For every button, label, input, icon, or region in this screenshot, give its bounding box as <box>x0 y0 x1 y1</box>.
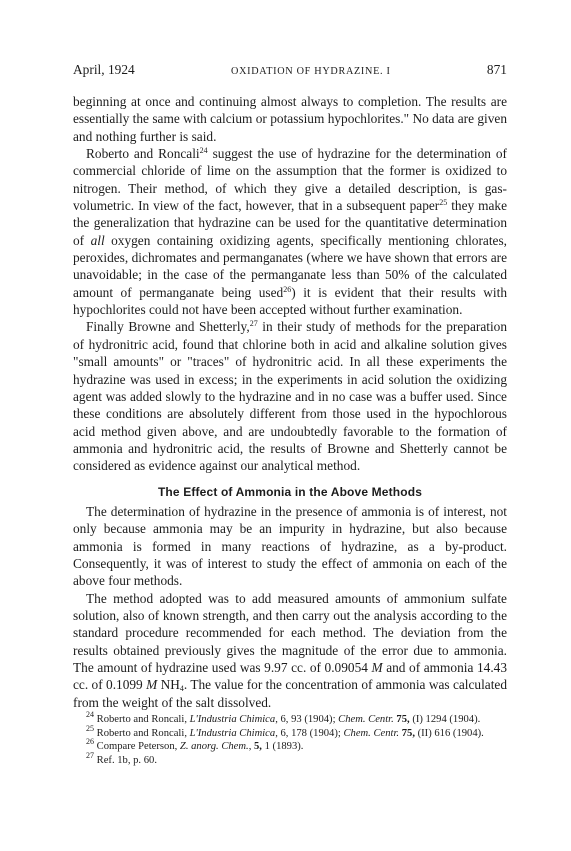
header-title: OXIDATION OF HYDRAZINE. I <box>231 66 391 77</box>
paragraph: Finally Browne and Shetterly,$^{27}$ in their study of methods for the preparation of hydronitric acid, found that chlorine both in acid and alkaline solution gives "small amounts" or "traces" of hydronitric acid. In all these experiments the hydrazine was used in excess; in the experiments in acid solution the oxidizing agent was added slowly to the hydrazine and in no case was a buffer used. Since these conditions are absolutely different from those used in the hypochlorous acid method given above, and are undoubtedly favorable to the formation of ammonia and hydronitric acid, the results of Browne and Shetterly cannot be considered as evidence against our analytical method. <box>73 319 507 474</box>
footnote: $^{25}$ Roberto and Roncali, L'Industria Chimica, 6, 178 (1904); Chem. Centr. 75, (II) 616 (1904). <box>86 723 484 739</box>
page <box>73 62 507 767</box>
footnote: $^{27}$ Ref. 1b, p. 60. <box>86 750 157 766</box>
header-date: April, 1924 <box>73 62 135 77</box>
section-heading: The Effect of Ammonia in the Above Methods <box>157 484 423 499</box>
footnote: $^{26}$ Compare Peterson, Z. anorg. Chem., 5, 1 (1893). <box>86 737 304 753</box>
page-number: 871 <box>486 62 507 77</box>
footnote-ref[interactable]: 27 <box>249 319 258 329</box>
paragraph: The determination of hydrazine in the presence of ammonia is of interest, not only because ammonia may be an impurity in hydrazine, but also because ammonia is formed in many reactions of hydrazine, as a by-product. Consequently, it was of interest to study the effect of ammonia on each of the above four methods. <box>73 503 507 589</box>
footnote: $^{24}$ Roberto and Roncali, L'Industria Chimica, 6, 93 (1904); Chem. Centr. 75, (I) 1294 (1904). <box>86 710 481 726</box>
running-header <box>73 62 507 82</box>
body-text <box>73 93 507 711</box>
footnotes <box>73 710 507 767</box>
paragraph: Roberto and Roncali$^{24}$ suggest the use of hydrazine for the determination of commercial chloride of lime on the assumption that the former is oxidized to nitrogen. Their method, of which they give a detailed description, is gas-volumetric. In view of the fact, however, that in a subsequent paper$^{25}$ they make the generalization that hydrazine can be used for the quantitative determination of all oxygen containing oxidizing agents, specifically mentioning chlorates, peroxides, dichromates and permanganates (where we have shown that errors are unavoidable; in the case of the permanganate less than 50% of the calculated amount of permanganate being used$^{26}$) it is evident that their results with hypochlorites could not have been accepted without further examination. <box>73 146 507 318</box>
footnote-ref[interactable]: 25 <box>439 198 448 208</box>
paragraph: beginning at once and continuing almost always to completion. The results are essentially the same with calcium or potassium hypochlorites." No data are given and nothing further is said. <box>73 94 507 144</box>
footnote-ref[interactable]: 26 <box>283 284 292 294</box>
paragraph: The method adopted was to add measured amounts of ammonium sulfate solution, also of known strength, and then carry out the analysis according to the standard procedure recommended for each method. The deviation from the results obtained previously gives the magnitude of the error due to ammonia. The amount of hydrazine used was 9.97 cc. of 0.09054 M and of ammonia 14.43 cc. of 0.1099 M $NH_4$. The value for the concentration of ammonia was calculated from the weight of the salt dissolved. <box>73 590 508 710</box>
footnote-ref[interactable]: 24 <box>199 146 208 156</box>
